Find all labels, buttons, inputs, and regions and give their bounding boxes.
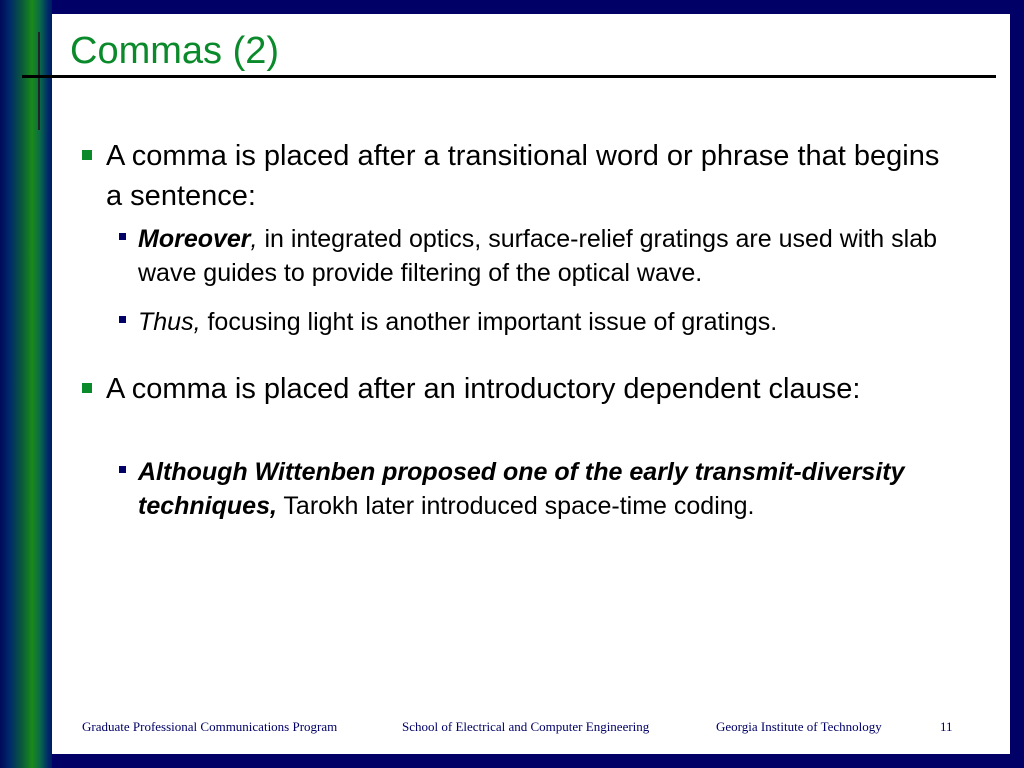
vertical-rule xyxy=(38,32,40,130)
footer-institute: Georgia Institute of Technology xyxy=(716,719,882,734)
sub-bullet-rest: Tarokh later introduced space-time coding. xyxy=(276,492,755,520)
sub-bullet-item xyxy=(119,222,949,290)
sub-bullet-item xyxy=(119,305,949,339)
bullet-item xyxy=(82,136,942,216)
sub-bullet-item xyxy=(119,455,949,523)
sub-bullet-rest: focusing light is another important issue of gratings. xyxy=(200,308,778,336)
page-number: 11 xyxy=(940,719,953,734)
sub-bullet-text xyxy=(138,222,949,290)
title-underline xyxy=(22,75,996,78)
sub-bullet-text xyxy=(138,455,949,523)
emphasis-punct: , xyxy=(250,225,258,253)
square-sub-bullet-icon xyxy=(119,233,126,240)
square-bullet-icon xyxy=(82,150,92,160)
left-gradient-band xyxy=(0,0,52,768)
square-sub-bullet-icon xyxy=(119,316,126,323)
footer-school: School of Electrical and Computer Engineering xyxy=(402,719,650,734)
sub-bullet-text xyxy=(138,305,949,339)
bullet-item xyxy=(82,369,942,409)
sub-bullet-rest: in integrated optics, surface-relief gratings are used with slab wave guides to provide filtering of the optical wave. xyxy=(138,225,938,287)
square-sub-bullet-icon xyxy=(119,466,126,473)
square-bullet-icon xyxy=(82,383,92,393)
slide-content xyxy=(52,14,1010,754)
slide-title: Commas (2) xyxy=(70,30,280,72)
bullet-text: A comma is placed after an introductory dependent clause: xyxy=(106,373,861,405)
emphasis-lead: Although Wittenben proposed one of the early transmit-diversity techniques, xyxy=(138,458,905,520)
emphasis-lead: Moreover xyxy=(138,225,251,253)
footer xyxy=(52,719,1010,739)
footer-program: Graduate Professional Communications Program xyxy=(82,719,338,734)
bullet-text: A comma is placed after a transitional word or phrase that begins a sentence: xyxy=(106,140,940,212)
emphasis-lead: Thus, xyxy=(138,308,201,336)
